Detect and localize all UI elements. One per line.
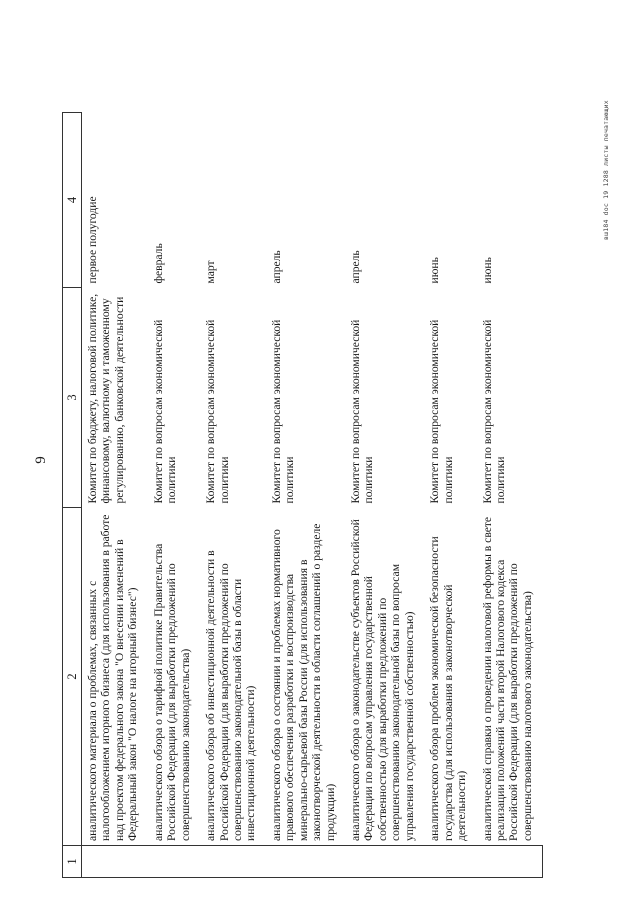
activity-cell: аналитического обзора о состоянии и проблемах нормативного правового обеспечения разработки и воспроизводства минерально-сырьевой базы России (для использования в законотворческой деятельности в области соглашений о разделе продукции) <box>269 523 337 841</box>
deadline-cell: апрель <box>269 250 283 284</box>
activity-cell: аналитического материала о проблемах, связанных с налогообложением игорного бизнеса (для использования в работе над проектом федерального закона "О внесении изменений в Федеральный закон "О налоге на игорный бизнес") <box>86 514 140 841</box>
column-header-4: 4 <box>63 113 82 288</box>
activity-cell: аналитической справки о проведении налоговой реформы в свете реализации положений части второй Налогового кодекса Российской Федерации (для выработки предложений по совершенствованию налогового законодательства) <box>480 516 534 841</box>
deadline-cell: июнь <box>480 257 494 284</box>
responsible-cell: Комитет по бюджету, налоговой политике, финансовому, валютному и таможенному регулированию, банковской деятельности <box>86 293 126 504</box>
row-number-cell <box>200 846 266 878</box>
column-header-1: 1 <box>63 846 82 878</box>
deadline-cell: февраль <box>151 243 165 284</box>
table-row <box>82 113 148 878</box>
table-row <box>148 113 200 878</box>
activity-cell: аналитического обзора о законодательстве субъектов Российской Федерации по вопросам управления государственной собственностью (для выработки предложений по совершенствованию законодательной базы по вопросам управления государственной собственностью) <box>349 519 416 841</box>
row-number-cell <box>266 846 345 878</box>
row-number-cell <box>424 846 476 878</box>
table-row <box>200 113 266 878</box>
deadline-cell: первое полугодие <box>86 196 99 284</box>
row-number-cell <box>82 846 148 878</box>
responsible-cell: Комитет по вопросам экономической политики <box>349 319 376 504</box>
responsible-cell: Комитет по вопросам экономической политики <box>204 319 231 504</box>
table-row <box>424 113 476 878</box>
column-header-3: 3 <box>63 288 82 508</box>
plan-table <box>62 112 543 878</box>
activity-cell: аналитического обзора о тарифной политике Правительства Российской Федерации (для выработки предложений по совершенствованию законодательства) <box>151 543 192 841</box>
activity-cell: аналитического обзора проблем экономической безопасности государства (для использования в законотворческой деятельности) <box>428 536 469 841</box>
deadline-cell: июнь <box>428 257 442 284</box>
row-number-cell <box>345 846 424 878</box>
deadline-cell: март <box>204 260 218 284</box>
table-row <box>266 113 345 878</box>
activity-cell: аналитического обзора об инвестиционной деятельности в Российской Федерации (для выработки предложений по совершенствованию законодательной базы в области инвестиционной деятельности) <box>204 550 258 841</box>
footer-code: вш184 doc 19 1288 листы печатающих <box>602 100 610 240</box>
table-row <box>477 113 543 878</box>
row-number-cell <box>477 846 543 878</box>
responsible-cell: Комитет по вопросам экономической политики <box>428 319 455 504</box>
responsible-cell: Комитет по вопросам экономической политики <box>151 319 179 504</box>
responsible-cell: Комитет по вопросам экономической политики <box>269 319 297 504</box>
table-header-row <box>63 113 82 878</box>
deadline-cell: апрель <box>349 250 362 284</box>
row-number-cell <box>148 846 200 878</box>
column-header-2: 2 <box>63 508 82 846</box>
table-row <box>345 113 424 878</box>
page-number: 9 <box>33 456 49 464</box>
responsible-cell: Комитет по вопросам экономической политики <box>480 319 507 504</box>
